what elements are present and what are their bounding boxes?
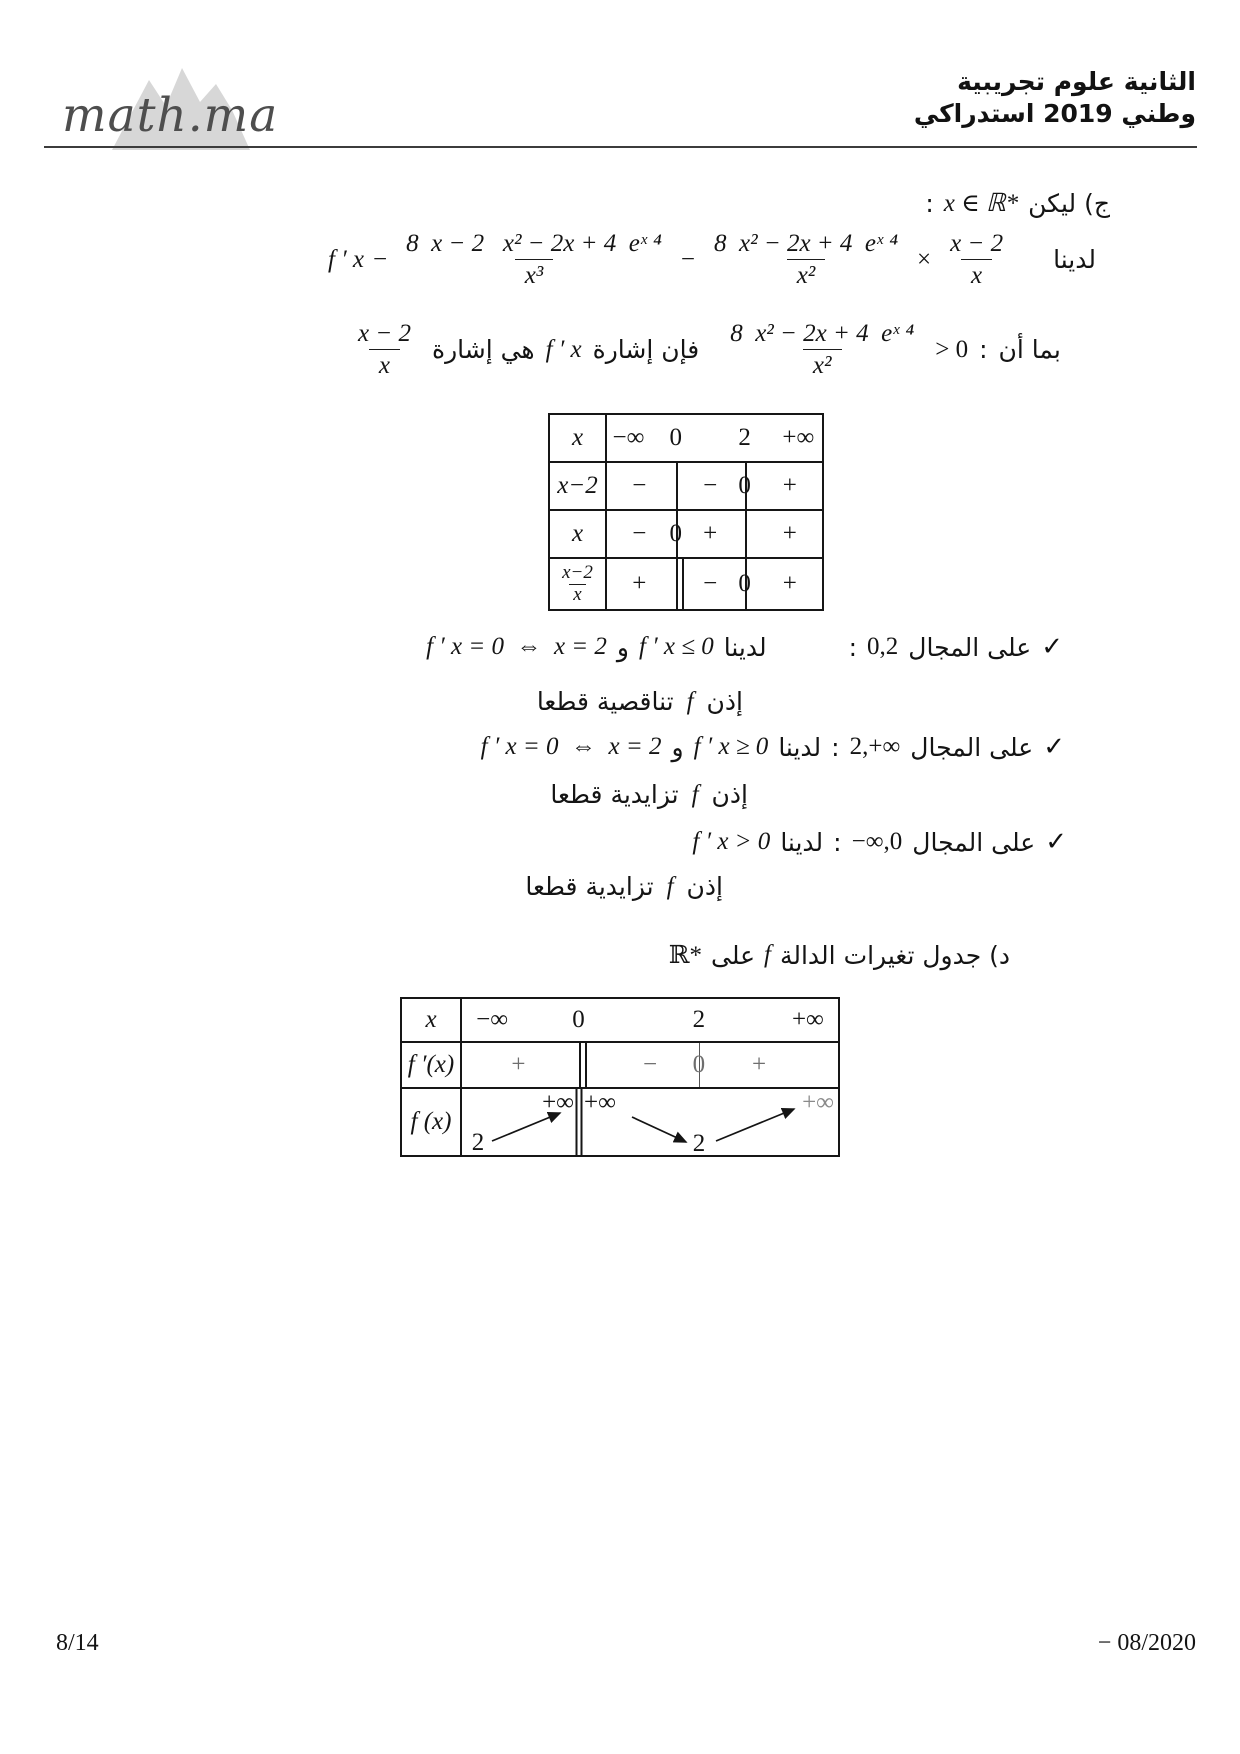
on-interval-phrase: على المجال bbox=[910, 732, 1034, 762]
f-symbol: f bbox=[666, 872, 674, 900]
fraction-3-num: x − 2 bbox=[950, 230, 1004, 257]
variation-fprime-row bbox=[402, 1043, 838, 1089]
variation-arrows-graphic bbox=[462, 1089, 838, 1155]
sign: − bbox=[703, 472, 718, 499]
since-word: بما أن bbox=[998, 335, 1061, 365]
checkmark-icon: ✓ bbox=[1045, 827, 1067, 857]
sign: + bbox=[782, 472, 797, 499]
intro-colon: : bbox=[925, 188, 934, 218]
header-level: الثانية علوم تجريبية bbox=[957, 67, 1196, 96]
fprime-lhs: f ′ x bbox=[328, 245, 365, 273]
sign-table-header-label: x bbox=[550, 415, 607, 461]
and-word: و bbox=[616, 632, 629, 662]
page-number: 8/14 bbox=[56, 1630, 99, 1656]
x-value: +∞ bbox=[791, 1006, 824, 1033]
x-value: 0 bbox=[572, 1006, 585, 1033]
domain-symbol: ℝ* bbox=[668, 942, 702, 969]
limit-value: +∞ bbox=[802, 1089, 834, 1116]
fraction-1 bbox=[396, 228, 672, 292]
variation-header-values bbox=[462, 999, 838, 1041]
domain-math: x ∈ ℝ* bbox=[943, 190, 1019, 217]
bullet-interval-2-inf bbox=[481, 732, 1065, 762]
zero-separator-line bbox=[676, 463, 678, 509]
bullet-interval-0-2 bbox=[426, 632, 1063, 662]
colon: : bbox=[833, 827, 842, 857]
zero-sign: 0 bbox=[738, 472, 751, 499]
is-sign-phrase: هي إشارة bbox=[431, 335, 535, 365]
sign: + bbox=[632, 570, 647, 597]
double-bar bbox=[579, 1043, 587, 1087]
on-interval-phrase: على المجال bbox=[908, 632, 1032, 662]
row-label: x−2 bbox=[550, 463, 607, 509]
condition-math: f ′ x > 0 bbox=[692, 828, 771, 855]
f-label: f (x) bbox=[402, 1089, 462, 1155]
f-symbol: f bbox=[764, 941, 771, 968]
checkmark-icon: ✓ bbox=[1043, 732, 1065, 762]
sign-table-row-quotient bbox=[550, 559, 822, 609]
therefore-word: إذن bbox=[686, 872, 723, 901]
row-label: x bbox=[550, 511, 607, 557]
part-d-label: د) جدول تغيرات الدالة bbox=[779, 940, 1010, 970]
fraction-1-den: x³ bbox=[515, 259, 554, 291]
header-exam: وطني 2019 استدراكي bbox=[913, 99, 1196, 128]
fraction-3-den: x bbox=[961, 259, 992, 291]
decreasing-arrow bbox=[632, 1117, 686, 1142]
part-c-label: ج) ليكن bbox=[1028, 188, 1110, 218]
fprime-values bbox=[462, 1043, 838, 1087]
sign-table-header-row bbox=[550, 415, 822, 463]
sign: + bbox=[782, 520, 797, 547]
zero-sign: 0 bbox=[738, 570, 751, 597]
limit-value: 2 bbox=[471, 1129, 485, 1155]
part-c-intro-line bbox=[925, 188, 1110, 218]
since-line bbox=[348, 318, 1061, 382]
derivative-line bbox=[328, 228, 1096, 292]
limit-value: 2 bbox=[692, 1130, 706, 1155]
conclusion-increasing-2 bbox=[525, 872, 723, 901]
fprime-label: f ′(x) bbox=[402, 1043, 462, 1087]
increasing-arrow bbox=[492, 1113, 560, 1141]
and-word: و bbox=[671, 732, 684, 762]
zero-sign: 0 bbox=[669, 520, 683, 547]
fraction-2-num: 8 x² − 2x + 4 eˣ ⁴ bbox=[713, 230, 899, 257]
zero-sign: 0 bbox=[692, 1051, 706, 1078]
double-bar bbox=[676, 559, 684, 609]
fraction-4 bbox=[348, 318, 421, 382]
checkmark-icon: ✓ bbox=[1041, 632, 1063, 662]
then-sign-phrase: فإن إشارة bbox=[592, 335, 700, 365]
sign: + bbox=[751, 1051, 767, 1078]
row-values bbox=[607, 559, 822, 609]
equivalence-math: f ′ x = 0 ⇔ x = 2 bbox=[480, 733, 662, 760]
therefore-word: إذن bbox=[706, 687, 743, 716]
part-d-heading bbox=[669, 940, 1010, 970]
sign-table-header-values bbox=[607, 415, 822, 461]
fraction-1-num: 8 x − 2 x² − 2x + 4 eˣ ⁴ bbox=[406, 230, 662, 257]
colon: : bbox=[848, 632, 858, 662]
minus-sign: − bbox=[373, 245, 388, 273]
two-separator-line bbox=[745, 511, 747, 557]
sign: − bbox=[642, 1051, 658, 1078]
variation-header-row bbox=[402, 999, 838, 1043]
greater-than-zero: > 0 bbox=[935, 335, 969, 363]
fraction-5 bbox=[720, 318, 924, 382]
x-value: 2 bbox=[738, 424, 751, 451]
on-interval-phrase: على المجال bbox=[912, 827, 1036, 857]
sign: − bbox=[703, 570, 718, 597]
row-label-fraction bbox=[550, 559, 607, 609]
sign: − bbox=[632, 472, 647, 499]
fraction-5-den: x² bbox=[803, 349, 842, 381]
fraction-2 bbox=[704, 228, 908, 292]
sign: + bbox=[782, 570, 797, 597]
limit-value: +∞ bbox=[542, 1089, 574, 1116]
minus-sign: − bbox=[680, 245, 695, 273]
colon: : bbox=[831, 732, 840, 762]
conclusion-text: تناقصية قطعا bbox=[536, 687, 674, 716]
f-symbol: f bbox=[686, 687, 694, 715]
we-have-word: لدينا bbox=[778, 732, 822, 762]
conclusion-increasing-1 bbox=[550, 780, 748, 809]
equivalence-math: f ′ x = 0 ⇔ x = 2 bbox=[426, 633, 607, 660]
x-value: −∞ bbox=[476, 1006, 509, 1033]
conclusion-text: تزايدية قطعا bbox=[525, 872, 654, 901]
brand-text: math.ma bbox=[62, 88, 279, 143]
x-value: 0 bbox=[669, 424, 683, 451]
fprime-ref: f ′ x bbox=[545, 335, 582, 363]
bullet-interval-minf-0 bbox=[692, 827, 1067, 857]
times-sign: × bbox=[917, 245, 932, 273]
f-variations bbox=[462, 1089, 838, 1155]
since-colon: : bbox=[979, 335, 988, 365]
sign: − bbox=[632, 520, 647, 547]
header-titles bbox=[914, 66, 1196, 130]
f-symbol: f bbox=[691, 780, 699, 808]
quotient-label bbox=[562, 563, 593, 606]
we-have-word: لدينا bbox=[780, 827, 824, 857]
x-value: +∞ bbox=[782, 424, 815, 451]
conclusion-text: تزايدية قطعا bbox=[550, 780, 679, 809]
quotient-num: x−2 bbox=[562, 561, 593, 583]
variation-f-row bbox=[402, 1089, 838, 1155]
fraction-4-num: x − 2 bbox=[358, 320, 411, 347]
header-rule bbox=[44, 146, 1197, 148]
condition-math: f ′ x ≥ 0 bbox=[693, 733, 769, 760]
fraction-4-den: x bbox=[369, 349, 400, 381]
variation-header-label: x bbox=[402, 999, 462, 1041]
fraction-5-num: 8 x² − 2x + 4 eˣ ⁴ bbox=[730, 320, 915, 347]
fraction-2-den: x² bbox=[787, 259, 826, 291]
we-have-word: لدينا bbox=[1053, 245, 1096, 275]
sign: + bbox=[511, 1051, 526, 1078]
row-values bbox=[607, 511, 822, 557]
sign-table-row-x bbox=[550, 511, 822, 559]
sign: + bbox=[703, 520, 718, 547]
sign-table-row-x-minus-2 bbox=[550, 463, 822, 511]
increasing-arrow bbox=[716, 1109, 794, 1141]
row-values bbox=[607, 463, 822, 509]
x-value: 2 bbox=[692, 1006, 706, 1033]
fraction-3 bbox=[940, 228, 1013, 292]
condition-math: f ′ x ≤ 0 bbox=[639, 633, 714, 660]
therefore-word: إذن bbox=[711, 780, 748, 809]
interval-math: 0,2 bbox=[867, 633, 899, 660]
limit-value: +∞ bbox=[584, 1089, 616, 1116]
we-have-word: لدينا bbox=[723, 632, 767, 662]
sign-table bbox=[548, 413, 824, 611]
interval-math: −∞,0 bbox=[851, 828, 903, 855]
x-value: −∞ bbox=[612, 424, 645, 451]
conclusion-decreasing bbox=[537, 687, 743, 716]
footer-date: − 08/2020 bbox=[1097, 1630, 1196, 1656]
variation-table bbox=[400, 997, 840, 1157]
interval-math: 2,+∞ bbox=[849, 733, 901, 760]
quotient-den: x bbox=[569, 584, 585, 606]
on-word: على bbox=[710, 940, 756, 970]
mathma-logo bbox=[62, 62, 302, 154]
